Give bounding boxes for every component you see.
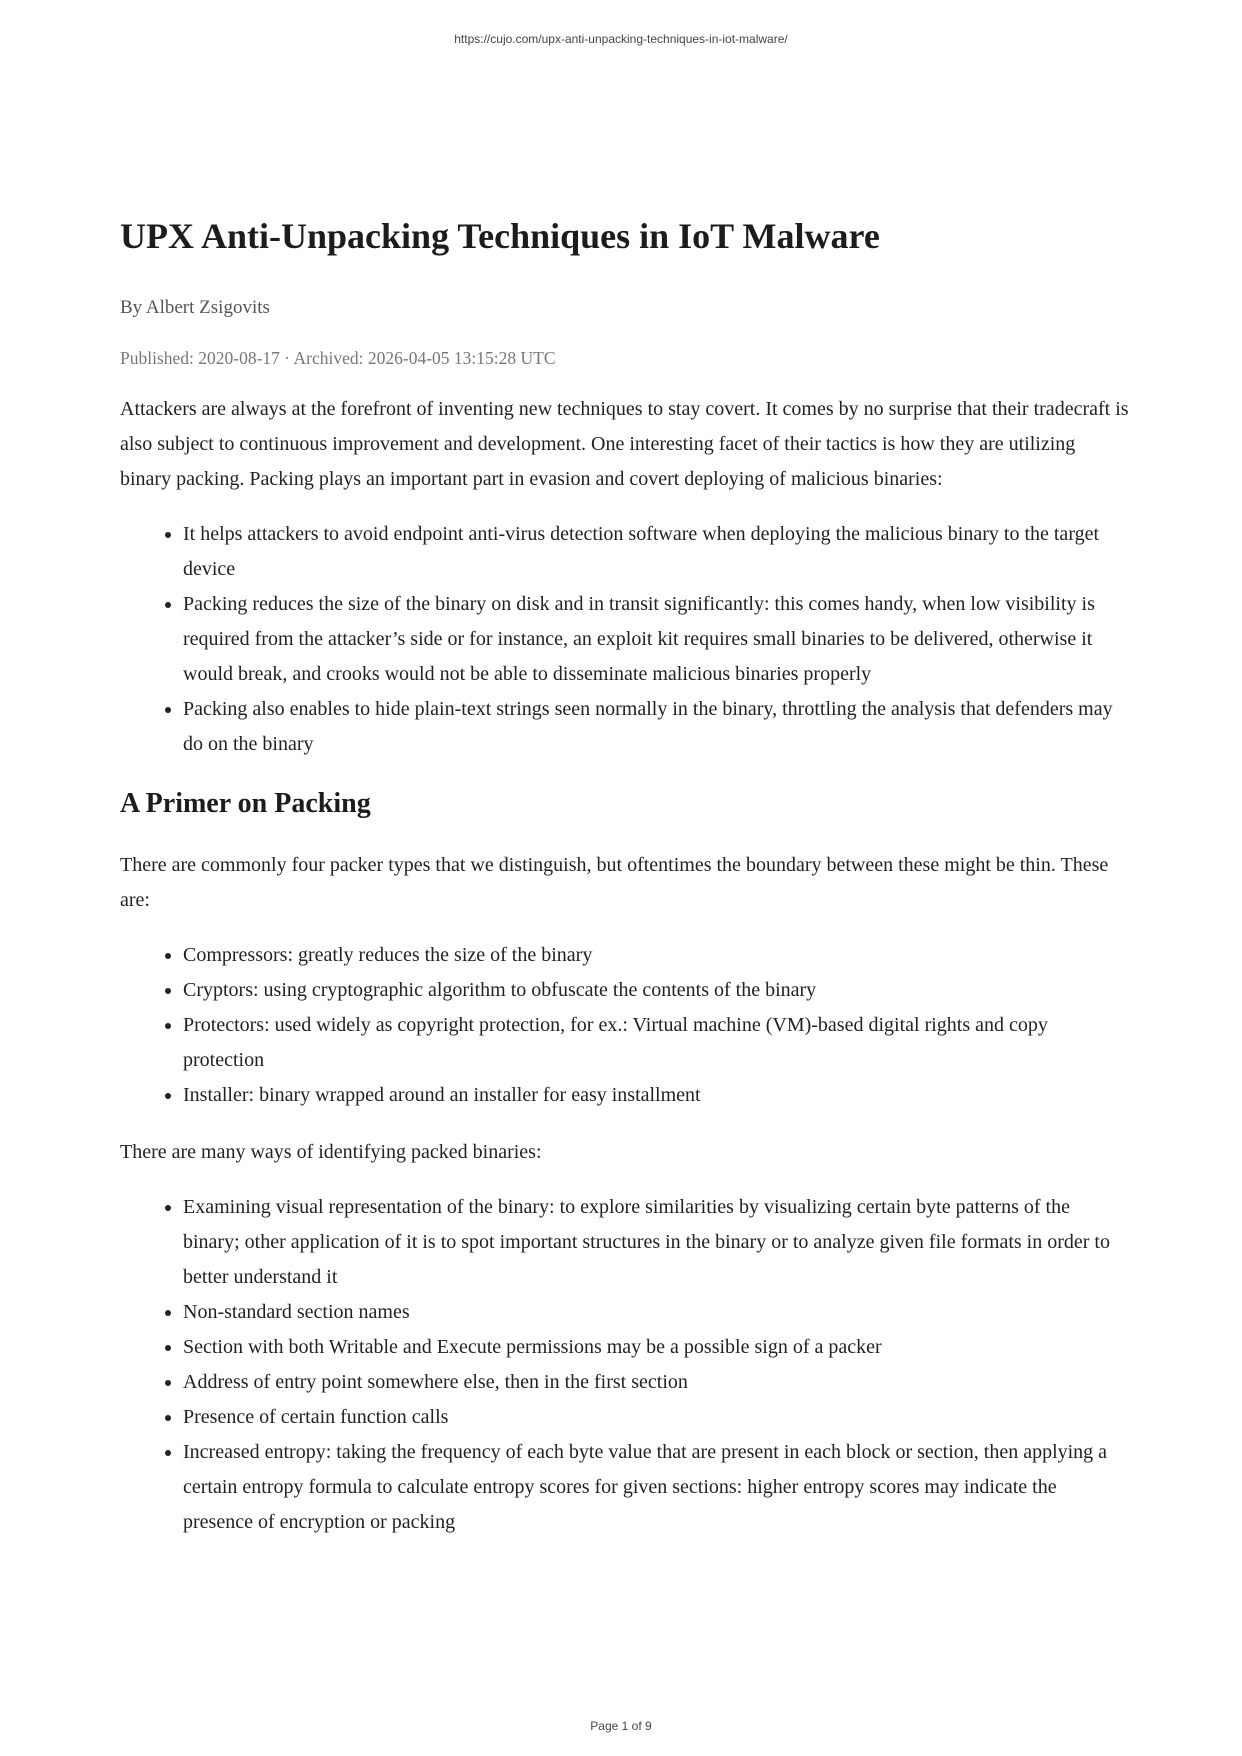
page-number: Page 1 of 9 <box>590 1719 652 1733</box>
list-item: • Protectors: used widely as copyright protection, for ex.: Virtual machine (VM)-based digital rights and copy protection <box>183 1008 1130 1078</box>
list-item: • Address of entry point somewhere else, then in the first section <box>183 1365 1130 1400</box>
list-item: • Examining visual representation of the binary: to explore similarities by visualizing certain byte patterns of the binary; other application of it is to spot important structures in the binary or to analyze given file formats in order to better understand it <box>183 1190 1130 1295</box>
section-heading: A Primer on Packing <box>120 788 371 819</box>
list-item: • Installer: binary wrapped around an installer for easy installment <box>183 1078 1130 1113</box>
article <box>120 212 1130 1562</box>
list-item: • Packing reduces the size of the binary on disk and in transit significantly: this comes handy, when low visibility is required from the attacker’s side or for instance, an exploit kit requires small binaries to be delivered, otherwise it would break, and crooks would not be able to disseminate malicious binaries properly <box>183 587 1130 692</box>
identify-methods-list <box>120 1190 1130 1540</box>
page-url: https://cujo.com/upx-anti-unpacking-techniques-in-iot-malware/ <box>454 32 788 46</box>
list-item: • Increased entropy: taking the frequency of each byte value that are present in each block or section, then applying a certain entropy formula to calculate entropy scores for given sections: higher entropy scores may indicate the presence of encryption or packing <box>183 1435 1130 1540</box>
list-item: • Compressors: greatly reduces the size of the binary <box>183 938 1130 973</box>
intro-paragraph: Attackers are always at the forefront of inventing new techniques to stay covert. It comes by no surprise that their tradecraft is also subject to continuous improvement and development. One interesting facet of their tactics is how they are utilizing binary packing. Packing plays an important part in evasion and covert deploying of malicious binaries: <box>120 398 1129 490</box>
list-item: • Cryptors: using cryptographic algorithm to obfuscate the contents of the binary <box>183 973 1130 1008</box>
list-item: • Packing also enables to hide plain-text strings seen normally in the binary, throttling the analysis that defenders may do on the binary <box>183 692 1130 762</box>
list-item: • Non-standard section names <box>183 1295 1130 1330</box>
intro-bullet-list <box>120 517 1130 762</box>
article-title: UPX Anti-Unpacking Techniques in IoT Malware <box>120 216 880 256</box>
packer-intro-paragraph: There are commonly four packer types that we distinguish, but oftentimes the boundary between these might be thin. These are: <box>120 854 1109 911</box>
list-item: • Presence of certain function calls <box>183 1400 1130 1435</box>
identify-intro-paragraph: There are many ways of identifying packed binaries: <box>120 1141 542 1163</box>
author-byline: By Albert Zsigovits <box>120 297 270 318</box>
list-item: • It helps attackers to avoid endpoint anti-virus detection software when deploying the malicious binary to the target device <box>183 517 1130 587</box>
list-item: • Section with both Writable and Execute permissions may be a possible sign of a packer <box>183 1330 1130 1365</box>
publish-meta: Published: 2020-08-17 · Archived: 2026-04-05 13:15:28 UTC <box>120 348 556 368</box>
packer-types-list <box>120 938 1130 1113</box>
